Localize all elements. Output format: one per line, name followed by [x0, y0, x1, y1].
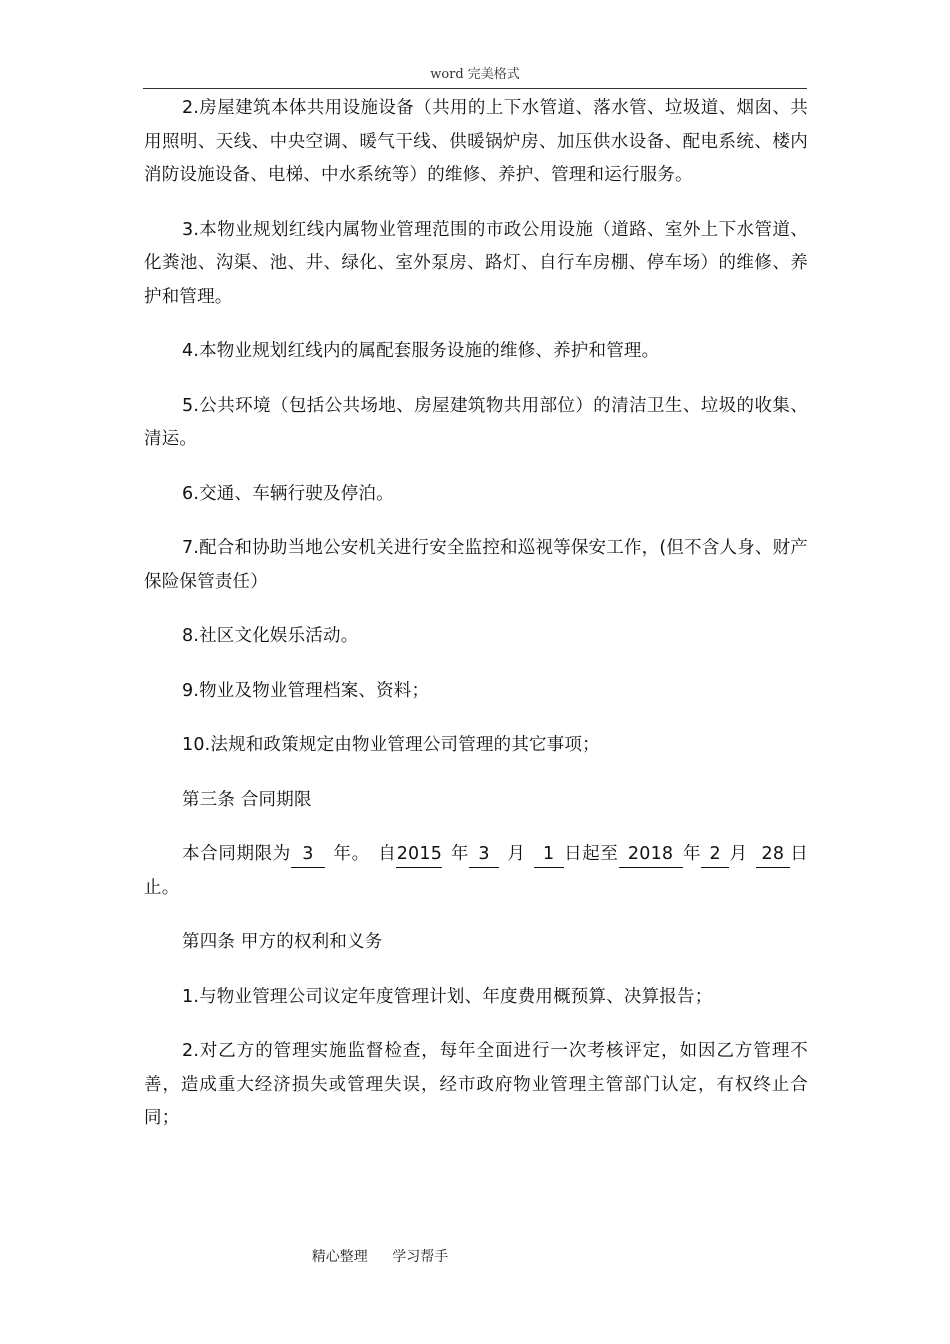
term-from: 自	[377, 844, 397, 864]
start-year-label: 年	[450, 844, 470, 864]
paragraph-archives: 9.物业及物业管理档案、资料；	[182, 680, 430, 701]
end-year-label: 年	[682, 844, 702, 864]
end-month-field: 2	[701, 841, 729, 868]
term-end-suffix: 日止。	[144, 844, 809, 898]
term-until: 日起至	[563, 844, 619, 864]
term-prefix: 本合同期限为	[182, 844, 291, 864]
start-month-field: 3	[469, 841, 499, 868]
page-header: word 完美格式	[430, 67, 520, 82]
paragraph-municipal-facilities: 3.本物业规划红线内属物业管理范围的市政公用设施（道路、室外上下水管道、化粪池、沟渠、池、井、绿化、室外泵房、路灯、自行车房棚、停车场）的维修、养护和管理。	[144, 219, 808, 307]
paragraph-community-activities: 8.社区文化娱乐活动。	[182, 626, 359, 646]
start-day-field: 1	[534, 841, 564, 868]
page-footer	[0, 1246, 760, 1266]
paragraph-contract-term	[144, 838, 808, 905]
paragraph-public-environment: 5.公共环境（包括公共场地、房屋建筑物共用部位）的清洁卫生、垃圾的收集、清运。	[144, 395, 808, 449]
end-day-field: 28	[756, 841, 790, 868]
paragraph-shared-facilities: 2.房屋建筑本体共用设施设备（共用的上下水管道、落水管、垃圾道、烟囱、共用照明、天线、中央空调、暖气干线、供暖锅炉房、加压供水设备、配电系统、楼内消防设施设备、电梯、中水系统等）的维修、养护、管理和运行服务。	[144, 98, 808, 185]
section-heading-contract-term: 第三条 合同期限	[182, 789, 312, 810]
paragraph-other-matters: 10.法规和政策规定由物业管理公司管理的其它事项；	[182, 735, 600, 755]
paragraph-traffic: 6.交通、车辆行驶及停泊。	[182, 483, 394, 504]
end-month-label: 月	[729, 844, 748, 864]
term-years-field: 3	[291, 841, 325, 868]
section-heading-party-a-rights: 第四条 甲方的权利和义务	[182, 932, 383, 952]
term-year-unit: 年。	[332, 844, 370, 864]
start-year-field: 2015	[396, 841, 442, 868]
start-month-label: 月	[507, 844, 526, 864]
footer-left-text: 精心整理	[311, 1249, 368, 1265]
footer-right-text: 学习帮手	[392, 1249, 449, 1265]
paragraph-security: 7.配合和协助当地公安机关进行安全监控和巡视等保安工作，(但不含人身、财产保险保管责任）	[144, 538, 808, 592]
document-body	[144, 92, 808, 1157]
paragraph-supervision: 2.对乙方的管理实施监督检查，每年全面进行一次考核评定，如因乙方管理不善，造成重大经济损失或管理失误，经市政府物业管理主管部门认定，有权终止合同；	[144, 1041, 808, 1128]
header-rule	[143, 88, 807, 89]
paragraph-supporting-facilities: 4.本物业规划红线内的属配套服务设施的维修、养护和管理。	[182, 341, 660, 361]
end-year-field: 2018	[619, 841, 683, 868]
paragraph-annual-plan: 1.与物业管理公司议定年度管理计划、年度费用概预算、决算报告；	[182, 986, 713, 1007]
